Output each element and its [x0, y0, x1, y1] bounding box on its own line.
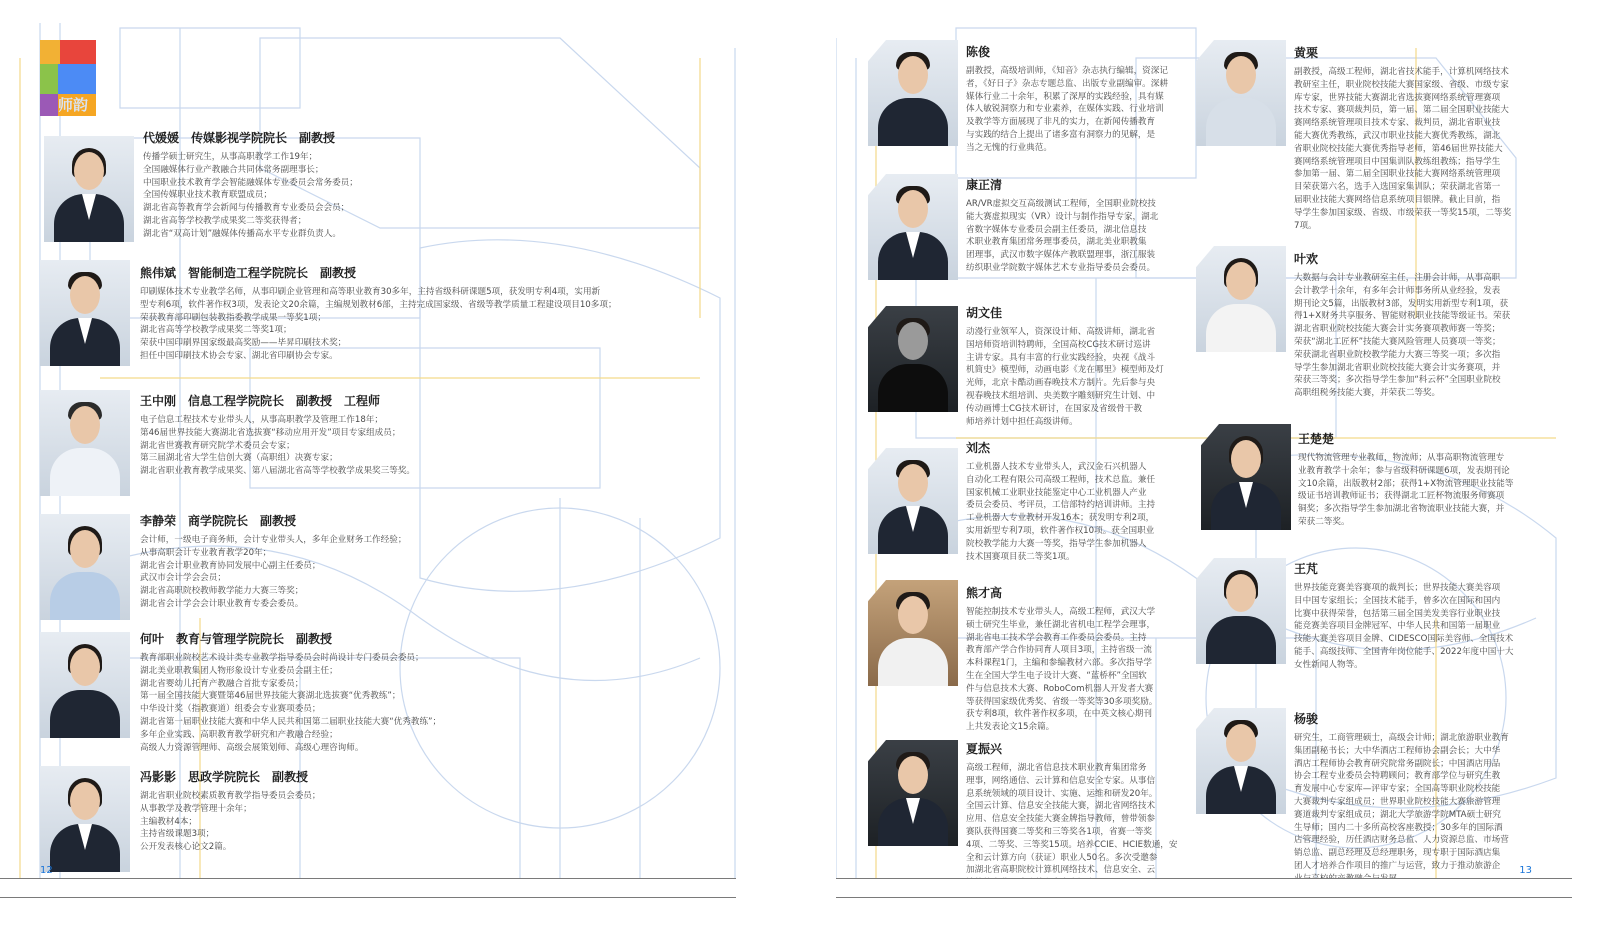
profile-name: 夏振兴 — [966, 742, 1003, 756]
profile-photo — [868, 580, 958, 686]
profile-bio: 印刷媒体技术专业教学名师，从事印刷企业管理和高等职业教育30多年，主持省级科研课题5项，获发明专利4项，实用新 型专利6项，软件著作权3项，发表论文20余篇，主编规划教材6部，主持完成国家级、省级等教学质量工程建设项目10多项； 荣获教育部印刷包装教指委教学成果一等奖1项； 湖北省高等学校教学成果奖二等奖1项； 荣获中国印刷界国家级最高奖励——毕昇印刷技术奖； 担任中国印刷技术协会专家、湖北省印刷协会专家。 — [140, 287, 617, 361]
profile-bio: 高级工程师，湖北省信息技术职业教育集团常务 理事，网络通信、云计算和信息安全专家。从事信 息系统领域的项目设计、实施、运维和研发20年。 全国云计算、信息安全技能大赛，湖北省网络技术 应用、信息安全技能大赛金牌指导教师，曾带领参 赛队获得国赛二等奖和三等奖各1项，省赛一等奖 4项、二等奖、三等奖15项。培养CCIE、HCIE数通，安 全和云计算方向（获证）职业人50名。多次受邀参 加湖北省高职院校计算机网络技术、信息安全、云 — [966, 763, 1178, 876]
profile-photo — [868, 40, 958, 146]
left-page — [0, 18, 736, 898]
profile-bio: 会计师，一级电子商务师，会计专业带头人，多年企业财务工作经验； 从事高职会计专业教育教学20年； 湖北省会计职业教育协同发展中心副主任委员； 武汉市会计学会会员； 湖北省高职院校教师教学能力大赛三等奖； 湖北省会计学会会计职业教育专委会委员。 — [140, 535, 407, 609]
profile-name-title: 代媛媛 传媒影视学院院长 副教授 — [143, 131, 336, 145]
profile-name: 王楚楚 — [1298, 432, 1335, 446]
profile-name: 王芃 — [1294, 562, 1319, 576]
profile-photo — [44, 136, 134, 242]
profile-photo — [1196, 708, 1286, 814]
profile-name: 黄栗 — [1294, 46, 1319, 60]
profile-photo — [40, 632, 130, 738]
profile-bio: 副教授，高级工程师，湖北省技术能手，计算机网络技术 教研室主任，职业院校技能大赛国家级、省级、市级专家 库专家，世界技能大赛湖北省选拔赛网络系统管理赛项 技术专家、赛项裁判员，第一届、第二届全国职业技能大 赛网络系统管理项目技术专家、裁判员，湖北省职业技 能大赛优秀教练，武汉市职业技能大赛优秀教练，湖北 省职业院校技能大赛优秀指导老师，第46届世界技能大 赛网络系统管理项目中国集训队教练组教练；指导学生 参加第一届、第二届全国职业技能大赛网络系统管理项 目荣获第六名，选手入选国家集训队；荣获湖北省第一 届职业技能大赛网络信息系统项目银牌。截止目前，指 导学生参加国家级、省级、市级荣获一等奖15项，二等奖 7项。 — [1294, 67, 1512, 231]
profile-name-title: 王中刚 信息工程学院院长 副教授 工程师 — [140, 394, 381, 408]
profile-bio: 传播学硕士研究生，从事高职教学工作19年； 全国融媒体行业产教融合共同体常务副理事长； 中国职业技术教育学会智能融媒体专业委员会常务委员； 全国传媒职业技术教育联盟成员； 湖北省高等教育学会新闻与传播教育专业委员会会员； 湖北省高等学校教学成果奖二等奖获得者； 湖北省“双高计划”融媒体传播高水平专业群负责人。 — [143, 152, 358, 239]
brand-logo — [40, 40, 98, 118]
profile-bio: 动漫行业领军人，资深设计师、高级讲师，湖北省 国培师资培训特聘师，全国高校CG技术研讨巡讲 主讲专家。具有丰富的行业实践经验，央视《战斗 机简史》模型师，动画电影《龙在哪里》模型师及灯 光师，北京卡酷动画春晚技术方制片。先后参与央 视春晚技术组培训、央美数字雕刻研究生计划、中 传动画博士CG技术研讨，在国家及省级骨干教 师培养计划中担任高级讲师。 — [966, 327, 1164, 427]
profile-bio: 研究生，工商管理硕士，高级会计师；湖北旅游职业教育 集团副秘书长；大中华酒店工程师协会副会长；大中华 酒店工程师协会教育研究院常务副院长；中国酒店用品 协会工程专业委员会特聘顾问；教育部学位与研究生教 育发展中心专家库—评审专家；全国高等职业院校技能 大赛裁判专家组成员；世界职业院校技能大赛旅游管理 赛道裁判专家组成员；湖北大学旅游学院MTA硕士研究 生导师；国内二十多所高校客座教授；30多年的国际酒 店管理经验，历任酒店财务总监、人力资源总监、市场营 销总监、副总经理及总经理职务，现专职于国际酒店集 团人才培养合作项目的推广与运营，致力于推动旅游企 — [1294, 733, 1509, 871]
profile-name-title: 何叶 教育与管理学院院长 副教授 — [140, 632, 333, 646]
profile-bio: 现代物流管理专业教师，物流师；从事高职物流管理专 业教育教学十余年；参与省级科研课题6项，发表期刊论 文10余篇，出版教材2部；获得1+X物流管理职业技能等 级证书培训教师证书；获得湖北工匠杯物流服务师赛项 铜奖；多次指导学生参加湖北省物流职业技能大赛，并 荣获二等奖。 — [1298, 453, 1514, 527]
profile-bio: 湖北省职业院校素质教育教学指导委员会委员； 从事教学及教学管理十余年； 主编教材4本； 主持省级课题3项； 公开发表核心论文2篇。 — [140, 791, 321, 853]
profile-bio: AR/VR虚拟交互高级测试工程师，全国职业院校技 能大赛虚拟现实（VR）设计与制作指导专家，湖北 省数字媒体专业委员会副主任委员，湖北信息技 术职业教育集团常务理事委员，湖北美业职教集 团理事，武汉市数字媒体产教联盟理事，浙江服装 纺织职业学院数字媒体艺术专业指导委员会委员。 — [966, 199, 1159, 273]
logo-label: 师韵 — [58, 96, 89, 114]
profile-name: 熊才高 — [966, 586, 1003, 600]
bottom-rule — [836, 878, 1572, 898]
profile-bio: 副教授，高级培训师，《知音》杂志执行编辑，资深记 者，《好日子》杂志专题总监、出版专业副编审。深耕 媒体行业二十余年，积累了深厚的实践经验，具有媒 体人敏锐洞察力和专业素养，在媒体实践、行业培训 及教学等方面展现了非凡的实力，在新闻传播教育 与实践的结合上提出了诸多富有洞察力的见解，是 当之无愧的行业典范。 — [966, 66, 1168, 153]
profile-bio: 教育部职业院校艺术设计类专业教学指导委员会时尚设计专门委员会委员； 湖北美业职教集团人物形象设计专业委员会副主任； 湖北省婴幼儿托育产教融合首批专家委员； 第一届全国技能大赛暨第46届世界技能大赛湖北选拔赛“优秀教练”； 中华设计奖（指教赛道）组委会专业赛项委员； 湖北省第一届职业技能大赛和中华人民共和国第二届职业技能大赛“优秀教练”； 多年企业实践、高职教育教学研究和产教融合经验； 高级人力资源管理师、高级会展策划师、高级心理咨询师。 — [140, 653, 442, 753]
profile-bio: 工业机器人技术专业带头人，武汉金石兴机器人 自动化工程有限公司高级工程师，技术总监。兼任 国家机械工业职业技能鉴定中心工业机器人产业 委员会委员、考评员，工信部特约培训讲师。主持 工业机器人专业教材开发16本；获发明专利2项， 实用新型专利7项，软件著作权10项。获全国职业 院校教学能力大赛一等奖，指导学生参加机器人 技术国赛项目获二等奖1项。 — [966, 462, 1156, 562]
profile-bio: 大数据与会计专业教研室主任，注册会计师，从事高职 会计教学十余年，有多年会计师事务所从业经验，发表 期刊论文5篇，出版教材3部，发明实用新型专利1项，获 得1+X财务共享服务、智能财税职业技能等级证书。荣获 湖北省职业院校技能大赛会计实务赛项教师赛一等奖； 荣获“湖北工匠杯”技能大赛风险管理人员赛项一等奖； 荣获湖北省职业院校教学能力大赛三等奖一项；多次指 导学生参加湖北省职业院校技能大赛会计实务赛项，并 荣获三等奖；多次指导学生参加“科云杯”全国职业院校 高职组税务技能大赛，并荣获二等奖。 — [1294, 273, 1511, 399]
profile-name: 杨骏 — [1294, 712, 1319, 726]
profile-photo — [1196, 246, 1286, 352]
profile-name: 康正清 — [966, 178, 1003, 192]
profile-photo — [40, 514, 130, 620]
profile-name: 胡文佳 — [966, 306, 1003, 320]
profile-photo — [1201, 424, 1291, 530]
profile-bio: 电子信息工程技术专业带头人，从事高职教学及管理工作18年； 第46届世界技能大赛湖北省选拔赛“移动应用开发”项目专家组成员； 湖北省世赛教育研究院学术委员会专家； 第三届湖北省大学生信创大赛（高职组）决赛专家； 湖北省职业教育教学成果奖、第八届湖北省高等学校教学成果奖三等奖。 — [140, 415, 416, 477]
profile-photo — [868, 448, 958, 554]
profile-photo — [40, 390, 130, 496]
profile-bio: 世界技能竞赛美容赛项的裁判长；世界技能大赛美容项 目中国专家组长；全国技术能手，曾多次在国际和国内 比赛中获得荣誉，包括第三届全国美发美容行业职业技 能竞赛美容项目金牌冠军、中华人民共和国第一届职业 技能大赛美容项目金牌、CIDESCO国际美容师、全国技术 能手、高级技师、全国青年岗位能手、2022年度中国十大 女性新闻人物等。 — [1294, 583, 1514, 670]
profile-photo — [40, 260, 130, 366]
profile-photo — [1196, 40, 1286, 146]
page-number: 13 — [1519, 865, 1532, 876]
profile-photo — [868, 306, 958, 412]
profile-name-title: 冯影影 思政学院院长 副教授 — [140, 770, 309, 784]
profile-photo — [868, 740, 958, 846]
profile-name: 叶欢 — [1294, 252, 1319, 266]
profile-name: 陈俊 — [966, 45, 991, 59]
profile-bio: 智能控制技术专业带头人，高级工程师，武汉大学 硕士研究生毕业，兼任湖北省机电工程学会理事， 湖北省电工技术学会教育工作委员会委员。主持 教育部产学合作协同育人项目3项，主持省级一流 本科课程1门，主编和参编教材六部。多次指导学 生在全国大学生电子设计大赛、“蓝桥杯”全国软 件与信息技术大赛、RoboCom机器人开发者大赛 等获得国家级优秀奖、省级一等奖等30多项奖励。 获专利8项，软件著作权多项，在中英文核心期刊 上共发表论文15余篇。 — [966, 607, 1158, 733]
profile-photo — [868, 174, 958, 280]
bottom-rule — [0, 878, 736, 898]
page-number: 12 — [40, 865, 53, 876]
profile-photo — [40, 766, 130, 872]
right-page — [836, 18, 1572, 898]
profile-name-title: 熊伟斌 智能制造工程学院院长 副教授 — [140, 266, 357, 280]
profile-name: 刘杰 — [966, 441, 991, 455]
profile-name-title: 李静荣 商学院院长 副教授 — [140, 514, 297, 528]
profile-photo — [1196, 558, 1286, 664]
